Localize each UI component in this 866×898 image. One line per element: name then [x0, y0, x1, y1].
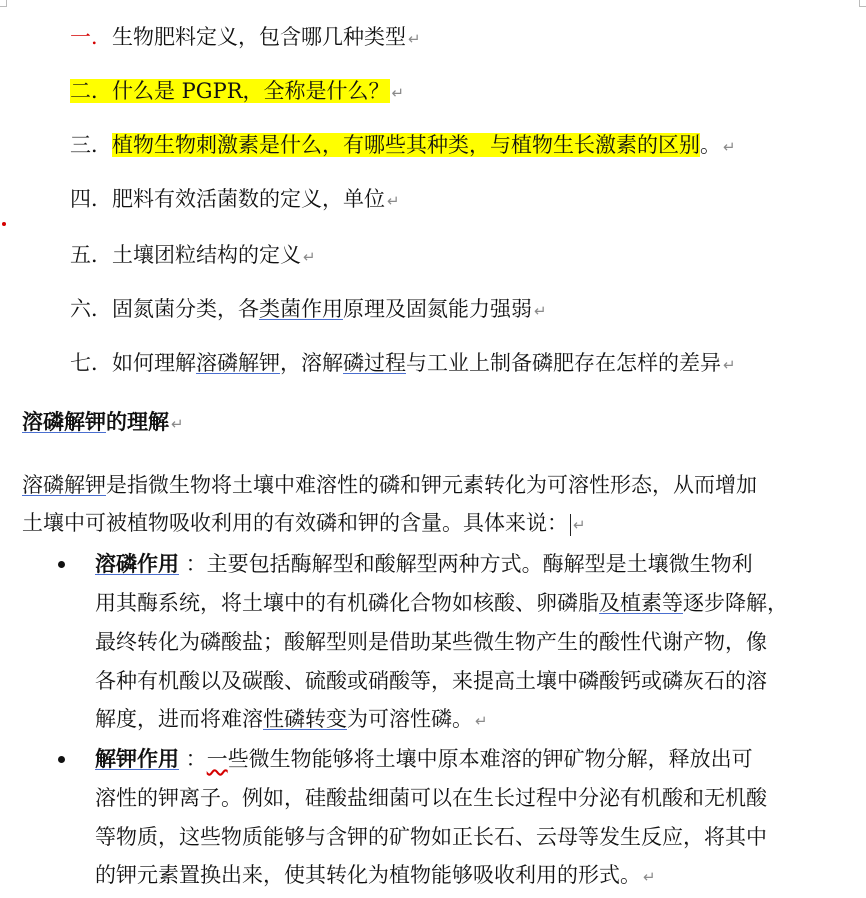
intro-text: 是指微生物将土壤中难溶性的磷和钾元素转化为可溶性形态，从而增加	[106, 473, 757, 497]
bullet1-text: 用其酶系统，将土壤中的有机磷化合物如核酸、卵磷脂	[95, 591, 599, 615]
bullet2-text: 等物质，这些物质能够与含钾的矿物如正长石、云母等发生反应，将其中	[95, 825, 767, 849]
bullet-icon	[58, 561, 65, 568]
bullet2-line-1[interactable]	[95, 744, 753, 774]
bullet1-text: 为可溶性磷。	[347, 707, 473, 731]
question-text-mid: ，溶解	[280, 351, 343, 375]
paragraph-mark-icon: ↵	[408, 30, 421, 48]
heading-underlined: 溶磷解钾	[22, 409, 106, 434]
question-text-post: 与工业上制备磷肥存在怎样的差异	[406, 351, 721, 375]
question-2[interactable]	[70, 76, 404, 108]
question-text: 肥料有效活菌数的定义，单位	[112, 187, 385, 211]
paragraph-mark-icon: ↵	[391, 84, 405, 102]
paragraph-mark-icon: ↵	[723, 356, 736, 374]
question-text-underlined: 磷过程	[343, 351, 406, 375]
bullet2-line-2[interactable]	[95, 783, 767, 813]
paragraph-mark-icon: ↵	[534, 302, 547, 320]
paragraph-mark-icon: ↵	[643, 868, 656, 886]
heading-rest: 的理解	[106, 409, 169, 434]
question-number: 四．	[70, 187, 112, 211]
page-corner-mark	[0, 0, 7, 7]
paragraph-mark-icon: ↵	[303, 248, 316, 266]
bullet1-text: ：主要包括酶解型和酸解型两种方式。酶解型是土壤微生物利	[179, 552, 753, 576]
bullet1-text: 最终转化为磷酸盐；酸解型则是借助某些微生物产生的酸性代谢产物，像	[95, 630, 767, 654]
bullet1-line-2[interactable]	[95, 588, 788, 618]
question-number: 五．	[70, 243, 112, 267]
question-number: 三．	[70, 133, 112, 157]
question-6[interactable]	[70, 294, 547, 326]
intro-underlined: 溶磷解钾	[22, 473, 106, 497]
question-tail: 。	[700, 133, 721, 157]
bullet1-line-1[interactable]	[95, 549, 753, 579]
question-number: 一．	[70, 25, 112, 49]
page-corner-mark	[859, 0, 866, 7]
question-number: 六．	[70, 297, 112, 321]
paragraph-mark-icon: ↵	[475, 712, 488, 730]
question-7[interactable]	[70, 348, 736, 380]
revision-dot	[2, 222, 6, 226]
intro-line-2[interactable]	[22, 508, 586, 540]
intro-line-1[interactable]	[22, 470, 757, 500]
intro-text: 土壤中可被植物吸收利用的有效磷和钾的含量。具体来说：	[22, 511, 568, 535]
bullet1-text: 逐步降解，	[683, 591, 788, 615]
paragraph-mark-icon: ↵	[387, 192, 400, 210]
question-number: 七．	[70, 351, 112, 375]
question-text-pre: 固氮菌分类，各	[112, 297, 259, 321]
bullet1-line-4[interactable]	[95, 666, 767, 696]
bullet1-underlined: 及植素等	[599, 591, 683, 615]
question-3[interactable]	[70, 130, 736, 162]
spelling-squiggle: 一	[206, 747, 228, 771]
bullet2-line-3[interactable]	[95, 822, 767, 852]
bullet2-text: ：	[179, 747, 207, 771]
bullet2-text: 的钾元素置换出来，使其转化为植物能够吸收利用的形式。	[95, 863, 641, 887]
question-1[interactable]	[70, 22, 421, 54]
bullet1-text: 各种有机酸以及碳酸、硫酸或硝酸等，来提高土壤中磷酸钙或磷灰石的溶	[95, 669, 767, 693]
question-4[interactable]	[70, 184, 400, 216]
bullet1-text: 解度，进而将难溶	[95, 707, 263, 731]
bullet1-line-3[interactable]	[95, 627, 767, 657]
bullet1-line-5[interactable]	[95, 704, 488, 736]
text-cursor	[570, 514, 571, 536]
question-text: 生物肥料定义，包含哪几种类型	[112, 25, 406, 49]
bullet2-text: 些微生物能够将土壤中原本难溶的钾矿物分解，释放出可	[227, 747, 753, 771]
bullet2-line-4[interactable]	[95, 860, 656, 892]
bullet2-text: 溶性的钾离子。例如，硅酸盐细菌可以在生长过程中分泌有机酸和无机酸	[95, 786, 767, 810]
question-number: 二．	[70, 79, 112, 103]
question-text-underlined: 类菌作用	[259, 297, 343, 321]
question-text-post: 原理及固氮能力强弱	[343, 297, 532, 321]
question-text-underlined: 溶磷解钾	[196, 351, 280, 375]
question-text-pre: 如何理解	[112, 351, 196, 375]
section-heading[interactable]	[22, 407, 184, 439]
bullet1-underlined: 性磷转变	[263, 707, 347, 731]
bullet-icon	[58, 756, 65, 763]
question-text: 植物生物刺激素是什么，有哪些其种类，与植物生长激素的区别	[112, 133, 700, 157]
bullet2-term: 解钾作用	[95, 746, 179, 771]
question-5[interactable]	[70, 240, 316, 272]
paragraph-mark-icon: ↵	[171, 415, 184, 433]
question-text: 什么是 PGPR，全称是什么？	[112, 79, 390, 103]
paragraph-mark-icon: ↵	[573, 516, 586, 534]
paragraph-mark-icon: ↵	[723, 138, 736, 156]
question-text: 土壤团粒结构的定义	[112, 243, 301, 267]
bullet1-term: 溶磷作用	[95, 551, 179, 576]
